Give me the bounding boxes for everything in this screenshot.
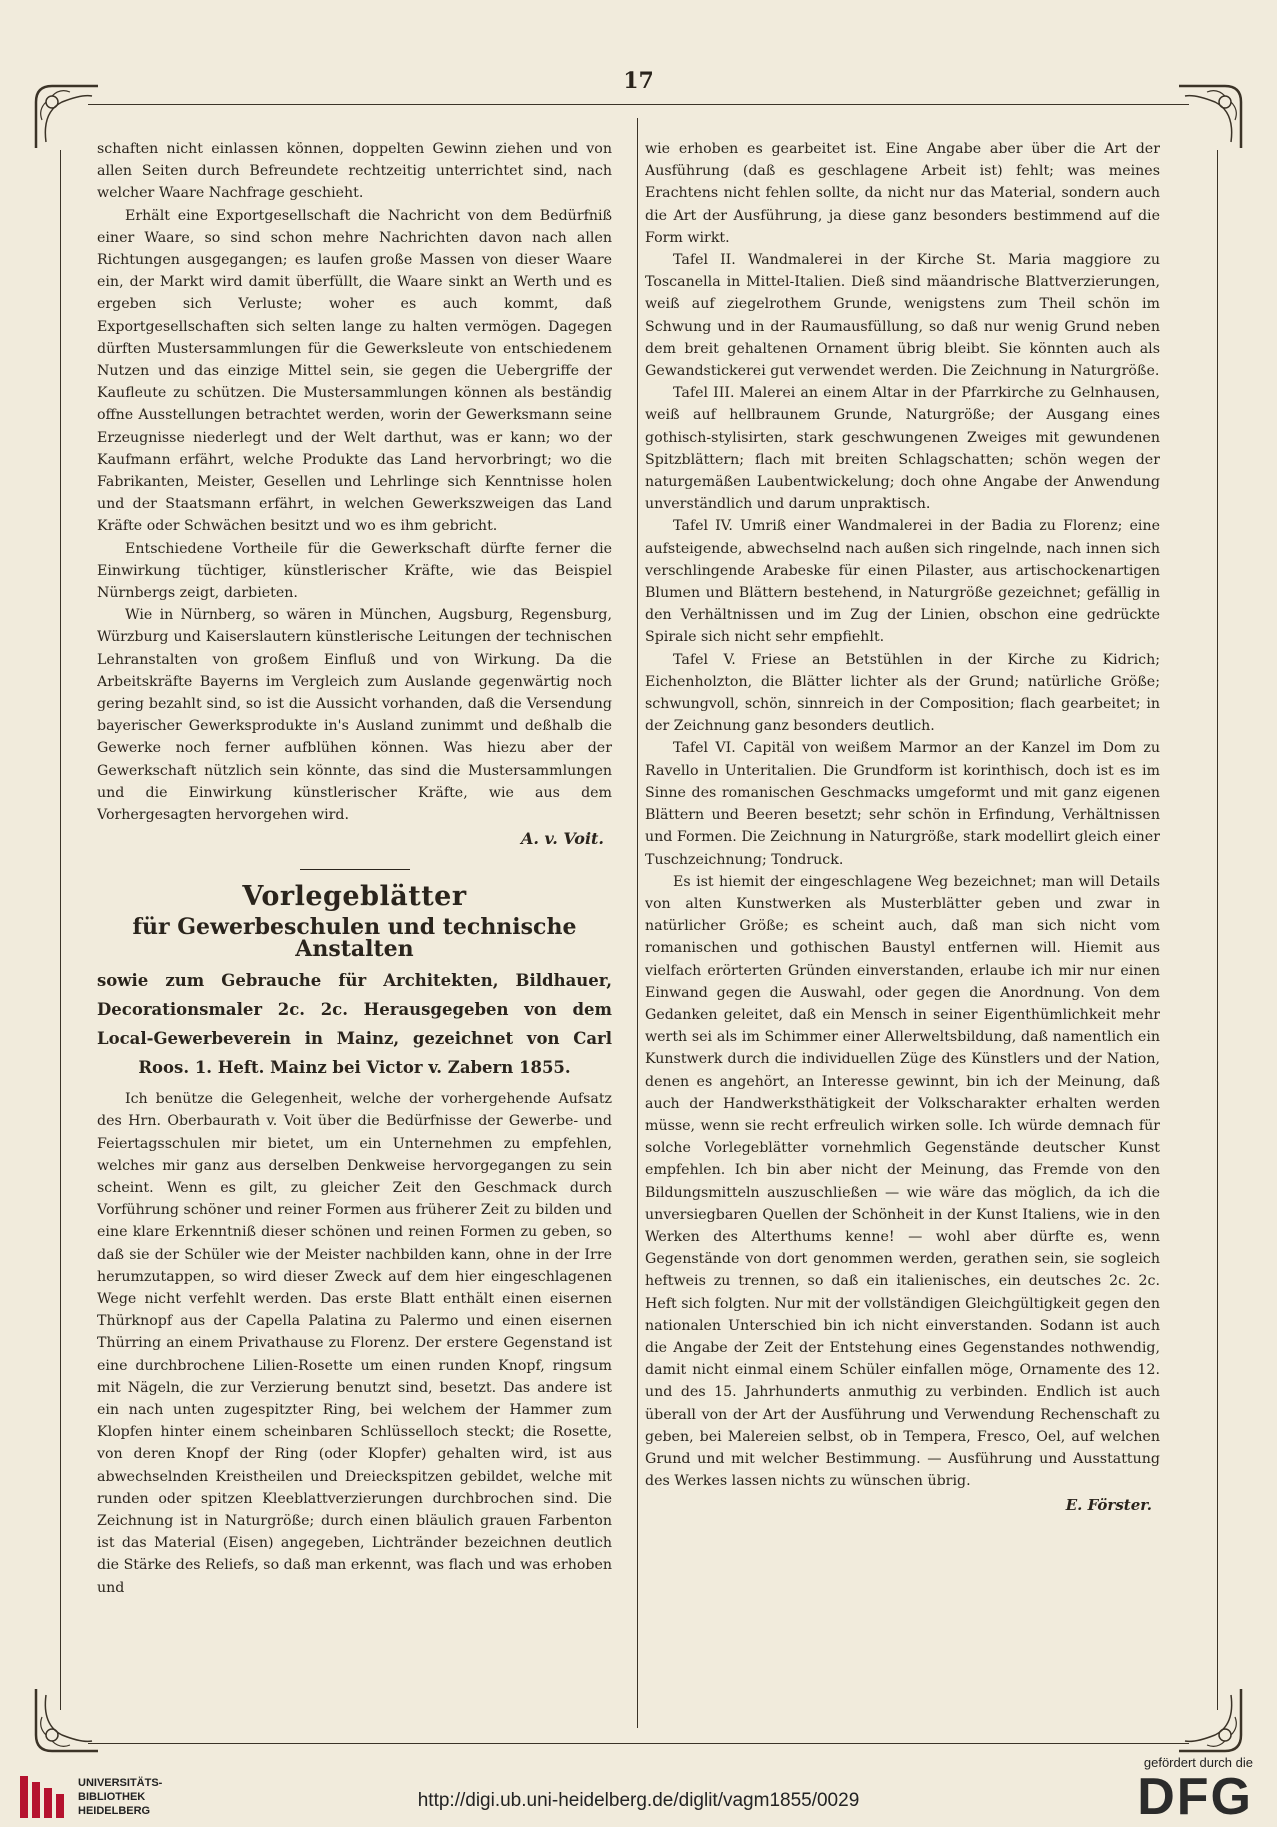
column-divider [637,118,638,1728]
publication-info: sowie zum Gebrauche für Architekten, Bildhauer, Decorationsmaler 2c. 2c. Herausgegeben von dem Local-Gewerbeverein in Mainz, gezeichnet von Carl Roos. 1. Heft. Mainz bei Victor v. Zabern 1855. [97,971,612,1078]
right-column [645,138,1160,1517]
frame-border-right [1217,150,1218,1710]
paragraph: wie erhoben es gearbeitet ist. Eine Angabe aber über die Art der Ausführung (daß es geschlagene Arbeit ist) fehlt; was meines Erachtens nicht fehlen sollte, da nicht nur das Material, sondern auch die Art der Ausführung, ja diese ganz besonders bestimmend auf die Form wirkt. [645,141,1160,246]
corner-ornament-icon [1175,82,1245,152]
frame-border-bottom [88,1743,1189,1744]
corner-ornament-icon [32,82,102,152]
author-signature: A. v. Voit. [520,829,604,849]
page-number: 17 [623,68,654,94]
funding-notice [1137,1755,1253,1824]
paragraph: Es ist hiemit der eingeschlagene Weg bezeichnet; man will Details von alten Kunstwerken als Musterblätter geben und zwar in natürlicher Größe; es scheint auch, daß man sich nicht vom romanischen und gothischen Baustyl entfernen will. Hiemit aus vielfach erörterten Gründen einverstanden, erlaube ich mir nur einen Einwand gegen die Auswahl, oder gegen die Anordnung. Von dem Gedanken geleitet, daß ein Mensch in seiner Eigenthümlichkeit mehr werth sei als im Schimmer einer Allerweltsbildung, daß namentlich ein Kunstwerk durch die individuellen Züge des Künstlers und der Nation, denen es angehört, an Interesse gewinnt, bin ich der Meinung, daß auch der Handwerksthätigkeit der Volkscharakter erhalten werden müsse, wenn sie recht erfreulich wirken solle. Ich würde demnach für solche Vorlegeblätter vornehmlich Gegenstände deutscher Kunst empfehlen. Ich bin aber nicht der Meinung, das Fremde von den Bildungsmitteln auszuschließen — wie wäre das möglich, da ich die unversiegbaren Quellen der Schönheit in der Kunst Italiens, wie in den Werken des Alterthums kenne! — wohl aber dürfte es, wenn Gegenstände von dort genommen werden, gerathen sein, sie sogleich heftweis zu trennen, so daß ein italienisches, ein deutsches 2c. 2c. Heft sich folgten. Nur mit der vollständigen Gleichgültigkeit gegen den nationalen Unterschied bin ich nicht einverstanden. Sodann ist auch die Angabe der Zeit der Entstehung eines Gegenstandes nothwendig, damit nicht einmal einem Schüler einfallen möge, Ornamente des 12. und des 15. Jahrhunderts anmuthig zu verbinden. Endlich ist auch überall von der Art der Ausführung und Verwendung Rechenschaft zu geben, bei Malereien selbst, ob in Tempera, Fresco, Oel, auf welchen Grund und mit welcher Bestimmung. — Ausführung und Ausstattung des Werkes lassen nichts zu wünschen übrig. [645,873,1160,1490]
section-subtitle: für Gewerbeschulen und technische Anstalten [132,913,577,962]
corner-ornament-icon [32,1685,102,1755]
paragraph: Tafel II. Wandmalerei in der Kirche St. Maria maggiore zu Toscanella in Mittel-Italien. Dieß sind mäandrische Blattverzierungen, weiß auf ziegelrothem Grunde, wenigstens zum Theil schön im Schwung und in der Raumausfüllung, so daß nur wenig Grund neben dem breit gehaltenen Ornament übrig bleibt. Sie könnten auch als Gewandstickerei gut verwendet werden. Die Zeichnung in Naturgröße. [645,252,1160,380]
library-name: UNIVERSITÄTS- BIBLIOTHEK HEIDELBERG [78,1777,163,1817]
section-rule [300,869,410,870]
frame-border-top [88,104,1189,105]
paragraph: Tafel III. Malerei an einem Altar in der Pfarrkirche zu Gelnhausen, weiß auf hellbraunem Grunde, Naturgröße; der Ausgang eines gothisch-stylisirten, stark geschwungenen Zweiges mit gewundenen Spitzblättern; flach mit breiten Schlagschatten; schön wegen der naturgemäßen Laubentwickelung; doch ohne Angabe der Anwendung unverständlich und darum unpraktisch. [645,385,1160,513]
section-title: Vorlegeblätter [242,880,467,912]
paragraph: Wie in Nürnberg, so wären in München, Augsburg, Regensburg, Würzburg und Kaiserslautern künstlerische Leitungen der technischen Lehranstalten von großem Einfluß und von Wirkung. Da die Arbeitskräfte Bayerns im Vergleich zum Auslande gegenwärtig noch gering bezahlt sind, so ist die Aussicht vorhanden, daß die Versendung bayerischer Gewerksprodukte in's Ausland zunimmt und deßhalb die Gewerke noch ferner aufblühen können. Was hiezu aber der Gewerkschaft nützlich sein könnte, das sind die Mustersammlungen und die Einwirkung künstlerischer Kräfte, wie aus dem Vorhergesagten hervorgehen wird. [97,607,612,824]
funded-by-label: gefördert durch die [1143,1755,1253,1770]
paragraph: Erhält eine Exportgesellschaft die Nachricht von dem Bedürfniß einer Waare, so sind schon mehre Nachrichten davon nach allen Richtungen ausgegangen; es laufen große Massen von dieser Waare ein, der Markt wird damit überfüllt, die Waare sinkt an Werth und es ergeben sich Verluste; woher es auch kommt, daß Exportgesellschaften sich selten lange zu halten vermögen. Dagegen dürften Mustersammlungen für die Gewerksleute von entschiedenem Nutzen und das einzige Mittel sein, sie gegen die Uebergriffe der Kaufleute zu schützen. Die Mustersammlungen können als beständig offne Ausstellungen betrachtet werden, worin der Gewerksmann seine Erzeugnisse niederlegt und der Welt darthut, was er kann; wo der Kaufmann erfährt, welche Produkte das Land hervorbringt; wo die Fabrikanten, Meister, Gesellen und Lehrlinge sich Kenntnisse holen und der Staatsmann erfährt, in welchen Gewerkszweigen das Land Kräfte oder Schwächen besitzt und wo es ihm gebricht. [97,207,612,535]
author-signature: E. Förster. [1065,1496,1152,1515]
paragraph: schaften nicht einlassen können, doppelten Gewinn ziehen und von allen Seiten durch Befreundete rechtzeitig unterrichtet sind, nach welcher Waare Nachfrage geschieht. [97,141,612,202]
paragraph: Tafel V. Friese an Betstühlen in der Kirche zu Kidrich; Eichenholzton, die Blätter lichter als der Grund; natürliche Größe; schwungvoll, schön, sinnreich in der Composition; flach gearbeitet; in der Zeichnung ganz besonders deutlich. [645,651,1160,735]
frame-border-left [60,150,61,1710]
left-column [97,138,612,1599]
corner-ornament-icon [1175,1685,1245,1755]
paragraph: Ich benütze die Gelegenheit, welche der vorhergehende Aufsatz des Hrn. Oberbaurath v. Voit über die Bedürfnisse der Gewerbe- und Feiertagsschulen mir bietet, um ein Unternehmen zu empfehlen, welches mir ganz aus derselben Denkweise hervorgegangen zu sein scheint. Wenn es gilt, zu gleicher Zeit den Geschmack durch Vorführung schöner und reiner Formen aus früherer Zeit zu bilden und eine klare Erkenntniß dieser schönen und reinen Formen zu geben, so daß sie der Schüler wie der Meister nachbilden kann, ohne in der Irre herumzutappen, so wird dieser Zweck auf dem hier eingeschlagenen Wege nicht verfehlt werden. Das erste Blatt enthält einen eisernen Thürknopf aus der Capella Palatina zu Palermo und einen eisernen Thürring an einem Privathause zu Florenz. Der erstere Gegenstand ist eine durchbrochene Lilien-Rosette um einen runden Knopf, ringsum mit Nägeln, die zur Verzierung benutzt sind, besetzt. Das andere ist ein nach unten zugespitzter Ring, bei welchem der Hammer zum Klopfen hinter einem scheinbaren Schlüsselloch steckt; die Rosette, von deren Knopf der Ring (oder Klopfer) gehalten wird, ist aus abwechselnden Kreistheilen und Dreieckspitzen gebildet, welche mit runden oder spitzen Kleeblattverzierungen durchbrochen sind. Die Zeichnung ist in Naturgröße; durch einen bläulich grauen Farbenton ist das Material (Eisen) angegeben, Lichtränder bezeichnen deutlich die Stärke des Reliefs, so daß man erkennt, was flach und was erhoben und [97,1091,612,1596]
paragraph: Entschiedene Vortheile für die Gewerkschaft dürfte ferner die Einwirkung tüchtiger, künstlerischer Kräfte, wie das Beispiel Nürnbergs zeigt, darbieten. [97,540,612,602]
dfg-logo[interactable]: DFG [1137,1768,1253,1826]
paragraph: Tafel IV. Umriß einer Wandmalerei in der Badia zu Florenz; eine aufsteigende, abwechselnd nach außen sich ringelnde, nach innen sich verschlingende Arabeske für einen Pilaster, aus artischockenartigen Blumen und Blättern bestehend, in Naturgröße gezeichnet; gefällig in den Verhältnissen und im Zug der Linien, obschon eine gedrückte Spirale sich nicht sehr empfiehlt. [645,518,1160,646]
source-url-link[interactable]: http://digi.ub.uni-heidelberg.de/diglit/vagm1855/0029 [417,1790,860,1811]
paragraph: Tafel VI. Capitäl von weißem Marmor an der Kanzel im Dom zu Ravello in Unteritalien. Die Grundform ist korinthisch, doch ist es im Sinne des romanischen Geschmacks umgeformt und mit ganz eigenen Blättern und Beeren besetzt; sehr schön in Erfindung, Verhältnissen und Formen. Die Zeichnung in Naturgröße, stark modellirt gleich einer Tuschzeichnung; Tondruck. [645,740,1160,868]
